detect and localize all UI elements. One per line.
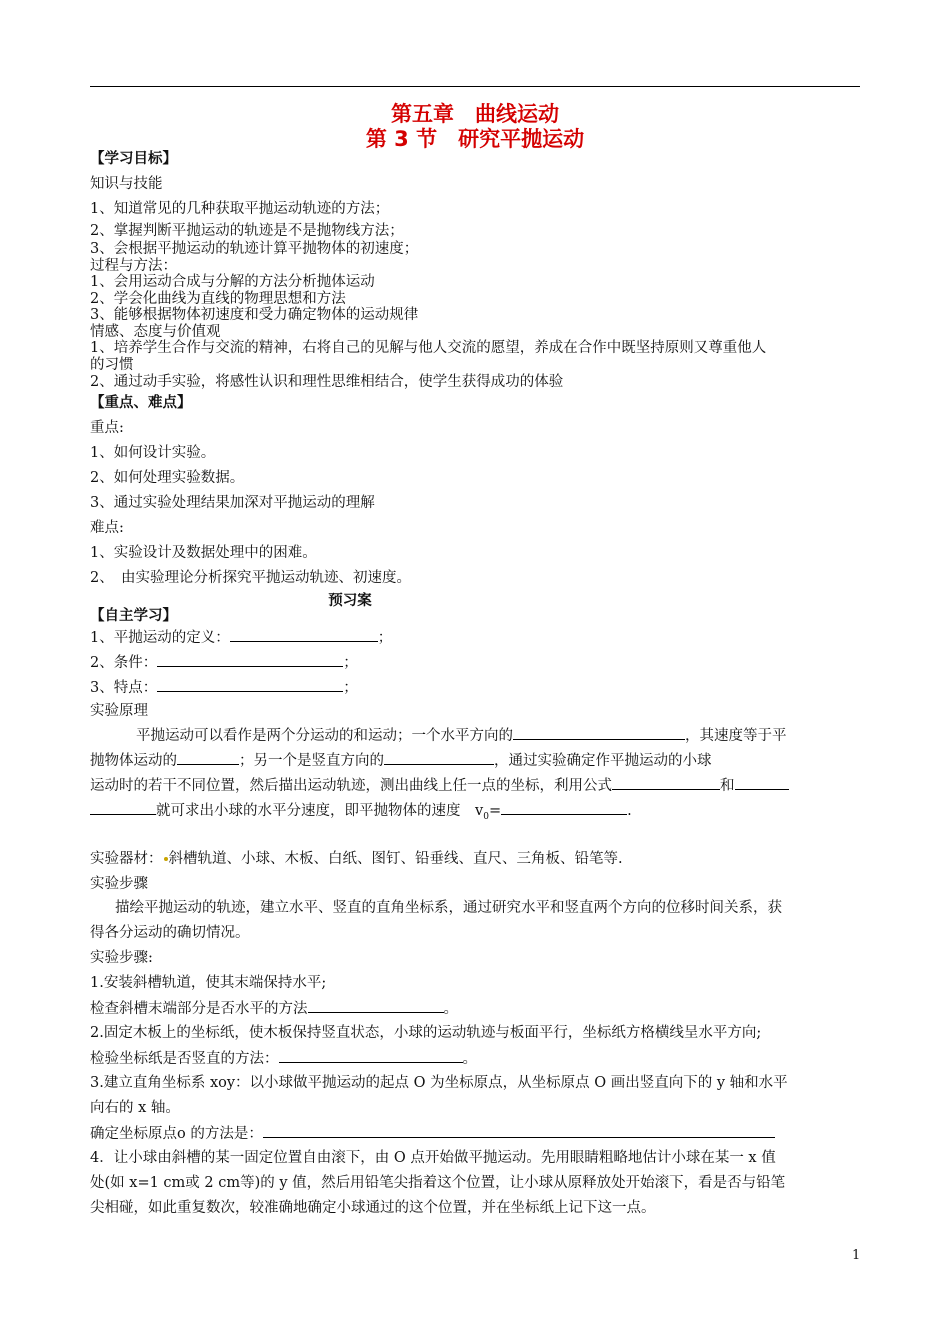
knowledge-item: 1、知道常见的几种获取平抛运动轨迹的方法； — [90, 201, 390, 217]
process-item: 3、能够根据物体初速度和受力确定物体的运动规律 — [90, 307, 419, 323]
page-number: 1 — [852, 1248, 861, 1263]
process-heading: 过程与方法： — [90, 258, 177, 274]
step-4-cont: 尖相碰，如此重复数次，较准确地确定小球通过的这个位置，并在坐标纸上记下这一点。 — [90, 1200, 656, 1216]
emotion-heading: 情感、态度与价值观 — [90, 324, 221, 340]
step-1: 1.安装斜槽轨道，使其末端保持水平; — [90, 975, 327, 991]
answer-blank[interactable] — [513, 725, 685, 740]
chapter-title: 第五章 曲线运动 — [391, 102, 559, 126]
objectives-heading: 【学习目标】 — [90, 151, 177, 167]
answer-blank[interactable] — [279, 1048, 463, 1063]
difficulty-label: 难点: — [90, 520, 124, 536]
steps-heading: 实验步骤 — [90, 876, 148, 892]
answer-blank[interactable] — [501, 800, 627, 815]
preview-title: 预习案 — [328, 593, 372, 609]
answer-blank[interactable] — [177, 750, 239, 765]
principle-line: 运动时的若干不同位置，然后描出运动轨迹，测出曲线上任一点的坐标，利用公式 和 — [90, 775, 789, 796]
step-3-question: 确定坐标原点o 的方法是： — [90, 1123, 775, 1144]
knowledge-item: 3、会根据平抛运动的轨迹计算平抛物体的初速度； — [90, 241, 419, 257]
knowledge-item: 2、掌握判断平抛运动的轨迹是不是抛物线方法； — [90, 223, 404, 239]
answer-blank[interactable] — [157, 677, 343, 692]
step-2-question: 检验坐标纸是否竖直的方法： 。 — [90, 1048, 477, 1069]
process-item: 1、会用运动合成与分解的方法分析抛体运动 — [90, 274, 375, 290]
step-3: 3.建立直角坐标系 xoy：以小球做平抛运动的起点 O 为坐标原点，从坐标原点 O 画出竖直向下的 y 轴和水平 — [90, 1075, 788, 1091]
principle-line: 抛物体运动的 ；另一个是竖直方向的 ，通过实验确定作平抛运动的小球 — [90, 750, 712, 771]
bullet-dot — [164, 857, 168, 861]
principle-line: 就可求出小球的水平分速度，即平抛物体的速度 $v_0=$ . — [90, 800, 632, 827]
answer-blank[interactable] — [157, 652, 343, 667]
step-4-cont: 处(如 x=1 cm或 2 cm等)的 y 值，然后用铅笔尖指着这个位置，让小球从原释放处开始滚下，看是否与铅笔 — [90, 1175, 786, 1191]
question-feature: 3、特点： ； — [90, 677, 358, 698]
difficulty-item: 1、实验设计及数据处理中的困难。 — [90, 545, 317, 561]
key-item: 2、如何处理实验数据。 — [90, 470, 245, 486]
step-2: 2.固定木板上的坐标纸，使木板保持竖直状态，小球的运动轨迹与板面平行，坐标纸方格横线呈水平方向; — [90, 1025, 762, 1041]
question-definition: 1、平抛运动的定义： ； — [90, 627, 392, 648]
emotion-item: 1、培养学生合作与交流的精神，右将自己的见解与他人交流的愿望，养成在合作中既坚持原则又尊重他人 — [90, 340, 767, 356]
process-item: 2、学会化曲线为直线的物理思想和方法 — [90, 291, 346, 307]
key-item: 1、如何设计实验。 — [90, 445, 216, 461]
answer-blank[interactable] — [90, 800, 156, 815]
answer-blank[interactable] — [612, 775, 720, 790]
keypoints-heading: 【重点、难点】 — [90, 395, 192, 411]
steps-intro-cont: 得各分运动的确切情况。 — [90, 925, 250, 941]
answer-blank[interactable] — [308, 998, 444, 1013]
knowledge-heading: 知识与技能 — [90, 176, 163, 192]
principle-line: 平抛运动可以看作是两个分运动的和运动；一个水平方向的 ，其速度等于平 — [136, 725, 787, 746]
key-label: 重点: — [90, 420, 124, 436]
emotion-item: 2、通过动手实验，将感性认识和理性思维相结合，使学生获得成功的体验 — [90, 374, 564, 390]
emotion-item-cont: 的习惯 — [90, 357, 134, 373]
question-condition: 2、条件： ； — [90, 652, 358, 673]
answer-blank[interactable] — [263, 1123, 775, 1138]
step-4: 4．让小球由斜槽的某一固定位置自由滚下，由 O 点开始做平抛运动。先用眼睛粗略地估计小球在某一 x 值 — [90, 1150, 776, 1166]
difficulty-item: 2、 由实验理论分析探究平抛运动轨迹、初速度。 — [90, 570, 411, 586]
header-rule — [90, 86, 860, 87]
key-item: 3、通过实验处理结果加深对平抛运动的理解 — [90, 495, 375, 511]
steps-label: 实验步骤: — [90, 950, 153, 966]
step-3-cont: 向右的 x 轴。 — [90, 1100, 180, 1116]
step-1-question: 检查斜槽末端部分是否水平的方法 。 — [90, 998, 458, 1019]
answer-blank[interactable] — [735, 775, 789, 790]
answer-blank[interactable] — [230, 627, 378, 642]
steps-intro: 描绘平抛运动的轨迹，建立水平、竖直的直角坐标系，通过研究水平和竖直两个方向的位移时间关系，获 — [115, 900, 782, 916]
answer-blank[interactable] — [384, 750, 494, 765]
materials-line: 实验器材： 斜槽轨道、小球、木板、白纸、图钉、铅垂线、直尺、三角板、铅笔等. — [90, 851, 623, 867]
self-study-heading: 【自主学习】 — [90, 608, 177, 624]
principle-heading: 实验原理 — [90, 703, 148, 719]
section-title: 第 3 节 研究平抛运动 — [365, 127, 585, 151]
